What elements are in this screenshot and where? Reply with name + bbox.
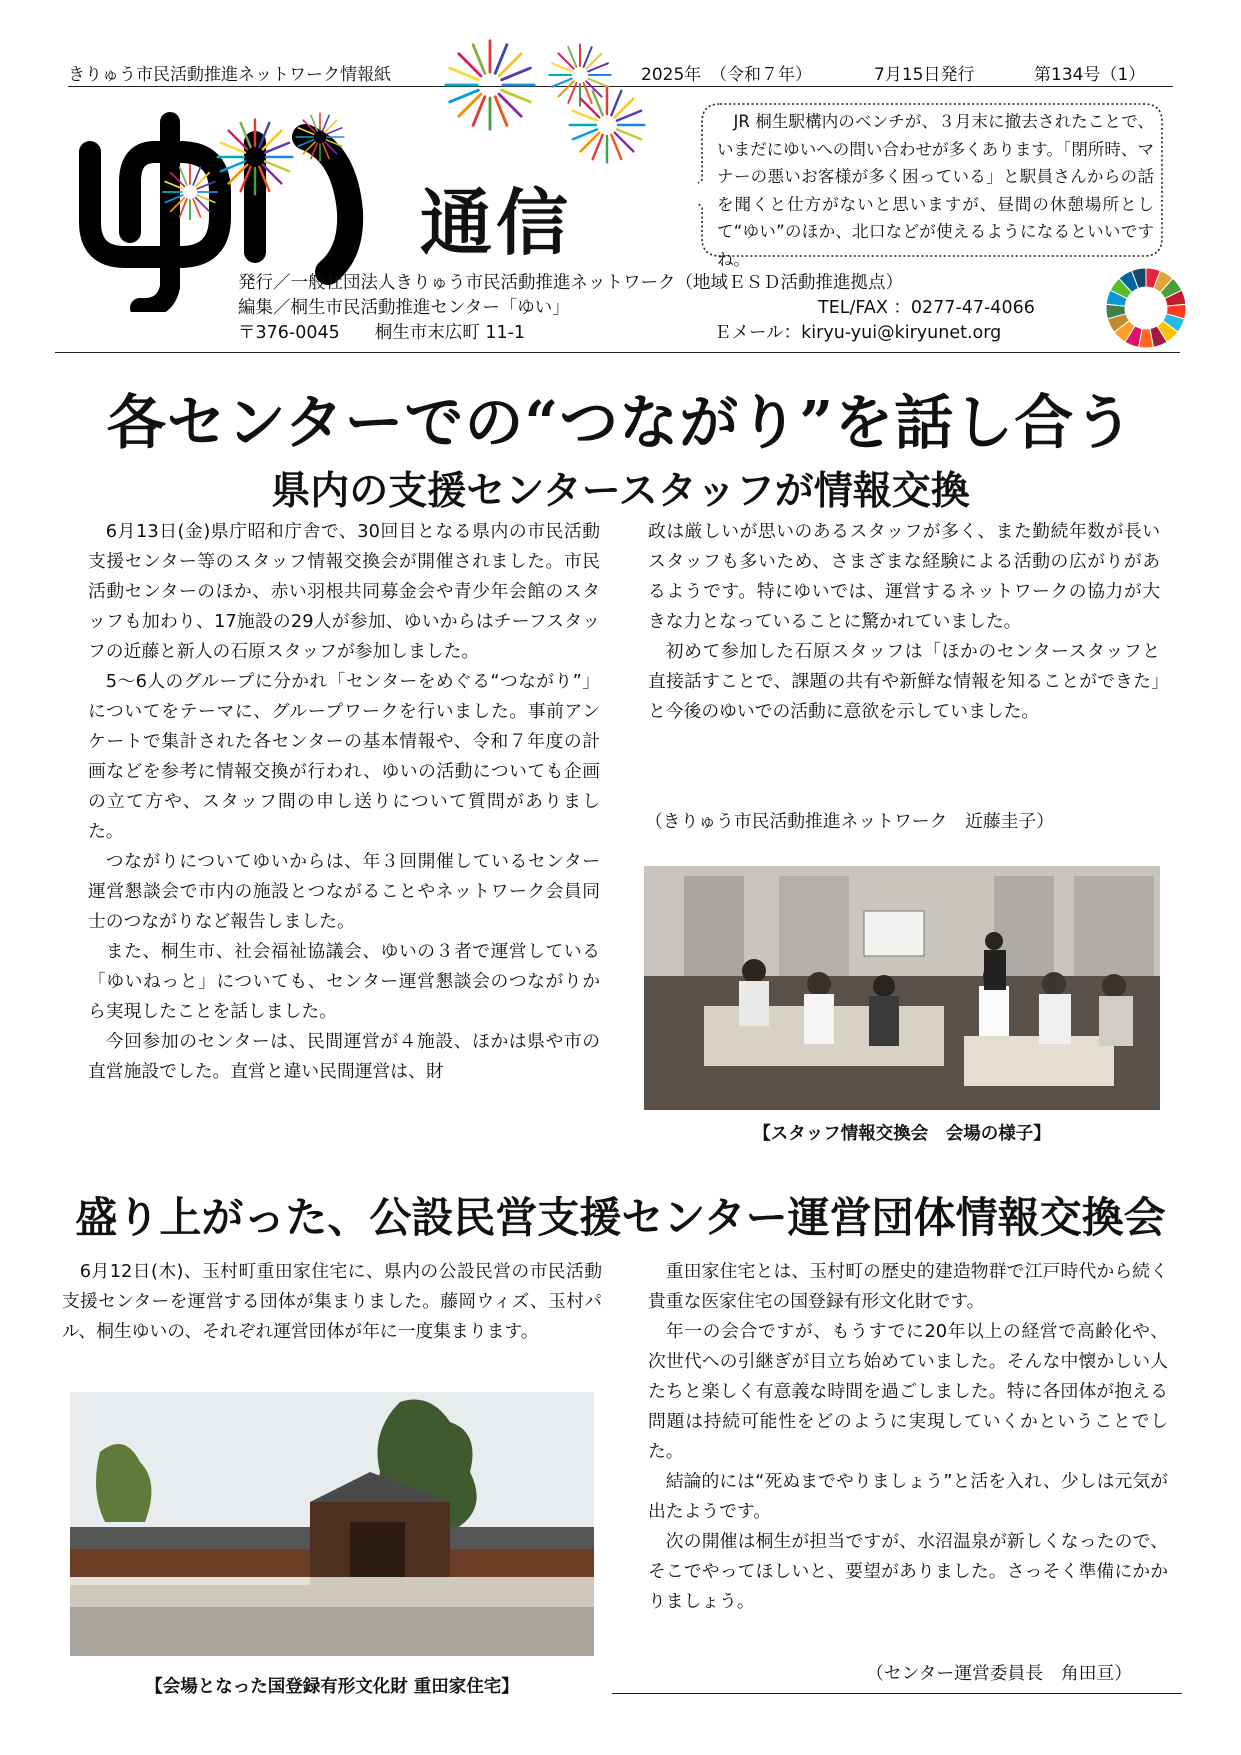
paragraph: 6月13日(金)県庁昭和庁舎で、30回目となる県内の市民活動支援センター等のスタッフ情報交換会が開催されました。市民活動センターのほか、赤い羽根共同募金会や青少年会館のスタッフも加わり、17施設の29人が参加、ゆいからはチーフスタッフの近藤と新人の石原スタッフが参加しました。 [88,521,600,662]
footer-rule [612,1693,1182,1694]
paragraph: また、桐生市、社会福祉協議会、ゆいの３者で運営している「ゆいねっと」についても、センター運営懇談会のつながりから実現したことを話しました。 [88,941,600,1022]
paragraph: 年一の会合ですが、もうすでに20年以上の経営で高齢化や、次世代への引継ぎが目立ち始めていました。そんな中懐かしい人たちと楽しく有意義な時間を過ごしました。特に各団体が抱える問題は持続可能性をどのように実現していくかということでした。 [648,1321,1168,1462]
paragraph: 次の開催は桐生が担当ですが、水沼温泉が新しくなったので、そこでやってほしいと、要望がありました。さっそく準備にかかりましょう。 [648,1531,1168,1612]
fireworks-decoration-small [552,80,662,170]
header-rule [55,352,1180,353]
issue-date: 7月15日発行 [874,65,975,85]
bubble-text: JR 桐生駅構内のベンチが、３月末に撤去されたことで、いまだにゆいへの問い合わせが多くあります。「閉所時、マナーの悪いお客様が多く困っている」と駅員さんからの話を聞くと仕方がないと思いますが、昼間の休憩場所として“ゆい”のほか、北口などが使えるようになるといいですね。 [717,112,1154,269]
issue-year: 2025年 [641,65,702,85]
paragraph: 初めて参加した石原スタッフは「ほかのセンタースタッフと直接話すことで、課題の共有や新鮮な情報を知ることができた」と今後のゆいでの活動に意欲を示していました。 [648,641,1160,722]
newsletter-title: 通信 [420,181,573,265]
photo2-caption: 【会場となった国登録有形文化財 重田家住宅】 [145,1677,519,1697]
article1-credit: （きりゅう市民活動推進ネットワーク 近藤圭子） [645,811,1054,832]
paragraph: 結論的には“死ぬまでやりましょう”と活を入れ、少しは元気が出たようです。 [648,1471,1168,1522]
paragraph: 5〜6人のグループに分かれ「センターをめぐる“つながり”」についてをテーマに、グループワークを行いました。事前アンケートで集計された各センターの基本情報や、令和７年度の計画などを参考に情報交換が行われ、ゆいの活動についても企画の立て方や、スタッフ間の申し送りについて質問がありました。 [88,671,600,842]
article1-column2 [648,517,1160,727]
publisher: 発行／一般社団法人きりゅう市民活動推進ネットワーク（地域ＥＳＤ活動推進拠点） [238,273,903,293]
meeting-photo [644,866,1160,1110]
issue-era-year: （令和７年） [710,65,812,85]
sdg-wheel-icon [1104,266,1188,350]
editor: 編集／桐生市民活動推進センター「ゆい」 [238,298,570,318]
address: 〒376-0045 桐生市末広町 11-1 [238,323,526,343]
photo1-caption: 【スタッフ情報交換会 会場の様子】 [753,1124,1051,1144]
paragraph: 6月12日(木)、玉村町重田家住宅に、県内の公設民営の市民活動支援センターを運営する団体が集まりました。藤岡ウィズ、玉村パル、桐生ゆいの、それぞれ運営団体が年に一度集まります。 [62,1261,602,1342]
publisher-info [238,271,1035,346]
article2-credit: （センター運営委員長 角田亘） [866,1663,1133,1684]
article1-column1 [88,517,600,1087]
masthead-label: きりゅう市民活動推進ネットワーク情報紙 [68,65,391,85]
paragraph: つながりについてゆいからは、年３回開催しているセンター運営懇談会で市内の施設とつながることやネットワーク会員同士のつながりなど報告しました。 [88,851,600,932]
article2-column1 [62,1257,602,1347]
email: Ｅメール：kiryu-yui@kiryunet.org [714,323,1002,343]
issue-number: 第134号（1） [1034,65,1146,85]
paragraph: 重田家住宅とは、玉村町の歴史的建造物群で江戸時代から続く貴重な医家住宅の国登録有形文化財です。 [648,1261,1168,1312]
article2-column2 [648,1257,1168,1617]
shigeta-house-photo [70,1392,594,1656]
article2-headline: 盛り上がった、公設民営支援センター運営団体情報交換会 [75,1193,1166,1242]
paragraph: 政は厳しいが思いのあるスタッフが多く、また勤続年数が長いスタッフも多いため、さまざまな経験による活動の広がりがあるようです。特にゆいでは、運営するネットワークの協力が大きな力となっていることに驚かれていました。 [648,521,1160,632]
paragraph: 今回参加のセンターは、民間運営が４施設、ほかは県や市の直営施設でした。直営と違い民間運営は、財 [88,1031,600,1082]
article1-subheadline: 県内の支援センタースタッフが情報交換 [271,468,970,514]
article1-headline: 各センターでの“つながり”を話し合う [106,388,1135,457]
tel-fax: TEL/FAX ：0277-47-4066 [818,298,1035,318]
